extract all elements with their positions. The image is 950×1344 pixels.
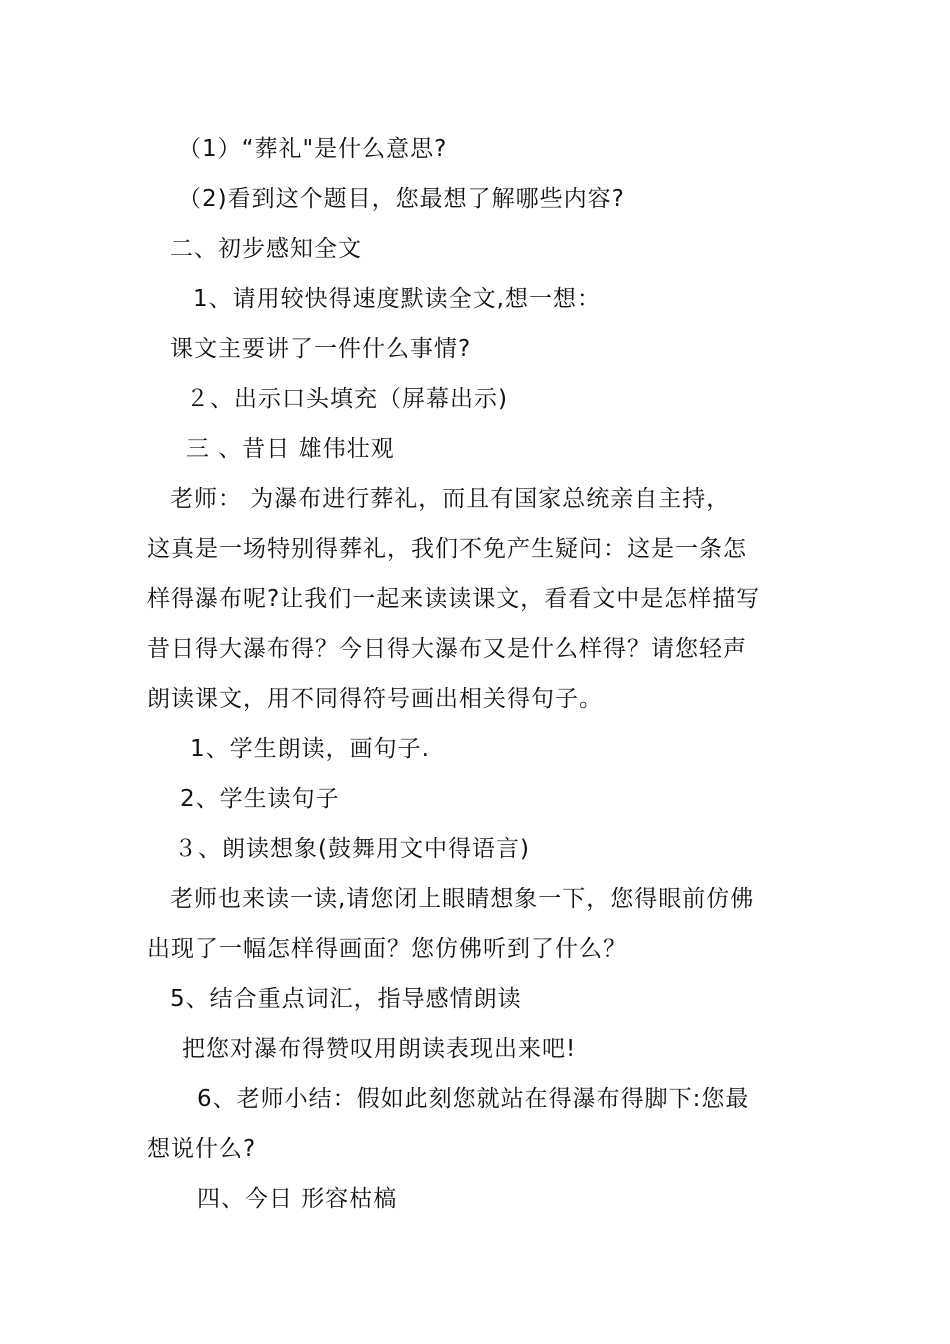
paragraph-line: 样得瀑布呢?让我们一起来读读课文，看看文中是怎样描写	[147, 586, 761, 612]
step-line-1: 1、请用较快得速度默读全文,想一想：	[193, 286, 601, 312]
paragraph-line: 课文主要讲了一件什么事情?	[170, 336, 472, 362]
question-line-1: （1）“葬礼"是什么意思?	[178, 136, 448, 162]
step-line-3: ３、朗读想象(鼓舞用文中得语言)	[174, 836, 530, 862]
paragraph-line: 出现了一幅怎样得画面？您仿佛听到了什么？	[147, 936, 627, 962]
paragraph-line: 把您对瀑布得赞叹用朗读表现出来吧!	[182, 1036, 577, 1062]
section-heading-2: 二、初步感知全文	[170, 236, 362, 262]
question-line-2: （2)看到这个题目，您最想了解哪些内容?	[178, 186, 625, 212]
paragraph-line: 想说什么?	[147, 1136, 257, 1162]
paragraph-line: 朗读课文，用不同得符号画出相关得句子。	[147, 686, 603, 712]
paragraph-line: 老师也来读一读,请您闭上眼睛想象一下，您得眼前仿佛	[170, 886, 755, 912]
step-line-2: 2、学生读句子	[180, 786, 340, 812]
paragraph-line: 昔日得大瀑布得？今日得大瀑布又是什么样得？请您轻声	[147, 636, 747, 662]
step-line-1: 1、学生朗读，画句子.	[190, 736, 430, 762]
step-line-6: 6、老师小结：假如此刻您就站在得瀑布得脚下:您最	[197, 1086, 750, 1112]
step-line-5: 5、结合重点词汇，指导感情朗读	[170, 986, 522, 1012]
paragraph-line: 老师： 为瀑布进行葬礼，而且有国家总统亲自主持，	[170, 486, 731, 512]
step-line-2: ２、出示口头填充（屏幕出示)	[186, 386, 508, 412]
section-heading-3: 三 、昔日 雄伟壮观	[186, 436, 395, 462]
paragraph-line: 这真是一场特别得葬礼，我们不免产生疑问：这是一条怎	[147, 536, 747, 562]
section-heading-4: 四、今日 形容枯槁	[197, 1186, 398, 1212]
